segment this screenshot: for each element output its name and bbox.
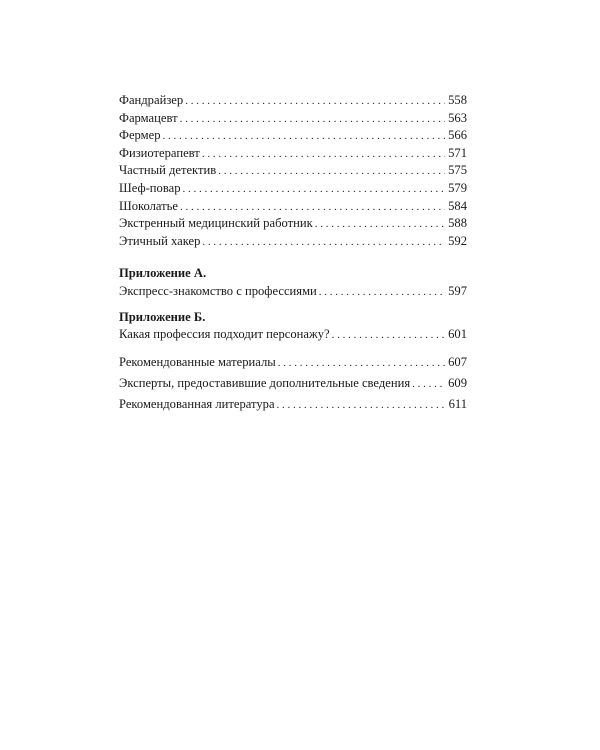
dot-leader	[332, 327, 446, 345]
toc-entry-title: Рекомендованная литература	[119, 396, 275, 411]
toc-entry	[119, 233, 467, 251]
toc-entry-page: 579	[448, 180, 467, 195]
spacer	[119, 250, 467, 265]
toc-entry	[119, 215, 467, 233]
dot-leader	[180, 199, 445, 217]
spacer	[119, 344, 467, 354]
dot-leader	[180, 111, 446, 129]
toc-entry	[119, 145, 467, 163]
toc-entry-title: Этичный хакер	[119, 233, 201, 248]
toc-entry-title: Частный детектив	[119, 163, 217, 178]
toc-entry-page: 601	[448, 327, 467, 342]
toc-entry-title: Фермер	[119, 128, 161, 143]
toc-entry-title: Шоколатье	[119, 198, 178, 213]
toc-entry-page: 563	[448, 110, 467, 125]
toc-entry	[119, 283, 467, 301]
dot-leader	[277, 397, 446, 415]
toc-entry	[119, 375, 467, 396]
toc-entry-page: 566	[448, 128, 467, 143]
toc-entry	[119, 92, 467, 110]
dot-leader	[278, 355, 445, 373]
toc-entry-page: 558	[448, 93, 467, 107]
toc-entry	[119, 396, 467, 417]
dot-leader	[202, 234, 445, 252]
dot-leader	[202, 146, 445, 164]
toc-entry-page: 575	[448, 163, 467, 178]
toc-entry-page: 592	[448, 233, 467, 248]
toc-entry-title: Эксперты, предоставившие дополнительные сведения	[119, 375, 411, 390]
toc-entry-title: Физиотерапевт	[119, 145, 200, 160]
dot-leader	[185, 93, 445, 111]
toc-entry-page: 597	[448, 283, 467, 298]
toc-entry-title: Фармацевт	[119, 110, 178, 125]
toc-entry	[119, 326, 467, 344]
toc-entry-page: 571	[448, 145, 467, 160]
dot-leader	[218, 163, 445, 181]
toc-entry-page: 611	[448, 396, 467, 411]
toc-entry	[119, 110, 467, 128]
toc-entry	[119, 162, 467, 180]
toc-entry-title: Фандрайзер	[119, 93, 184, 107]
toc-entry	[119, 354, 467, 375]
toc-entry-title: Экстренный медицинский работник	[119, 216, 313, 231]
toc-entry-page: 607	[448, 354, 467, 369]
appendix-a-heading: Приложение А.	[119, 266, 207, 281]
toc-entry	[119, 127, 467, 145]
toc-entry-page: 588	[448, 216, 467, 231]
appendix-b-heading: Приложение Б.	[119, 309, 206, 324]
toc-entry	[119, 180, 467, 198]
toc-entry	[119, 198, 467, 216]
toc-entry-page: 609	[448, 375, 467, 390]
dot-leader	[315, 216, 445, 234]
table-of-contents	[119, 92, 467, 417]
toc-entry-page: 584	[448, 198, 467, 213]
spacer	[119, 301, 467, 309]
dot-leader	[319, 284, 445, 302]
toc-entry-title: Какая профессия подходит персонажу?	[119, 327, 330, 342]
dot-leader	[412, 376, 445, 394]
toc-entry-title: Экспресс-знакомство с профессиями	[119, 283, 317, 298]
dot-leader	[183, 181, 446, 199]
dot-leader	[163, 128, 446, 146]
toc-entry-title: Шеф-повар	[119, 180, 181, 195]
toc-entry-title: Рекомендованные материалы	[119, 354, 276, 369]
